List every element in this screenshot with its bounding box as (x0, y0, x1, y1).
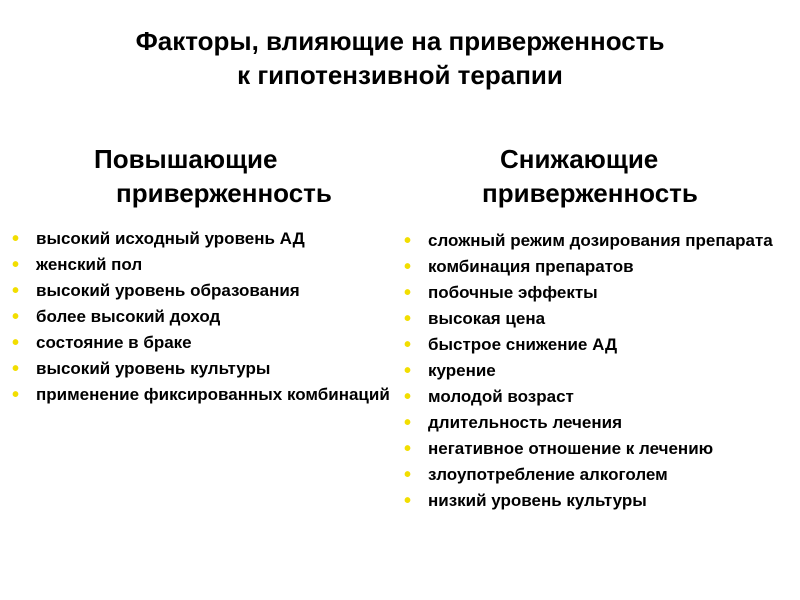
left-heading-line-2: приверженность (116, 178, 332, 208)
right-heading-line-2: приверженность (482, 178, 698, 208)
list-item: • высокий исходный уровень АД (6, 226, 391, 252)
slide-title-line-2: к гипотензивной терапии (237, 60, 563, 90)
slide-title-line-1: Факторы, влияющие на приверженность (135, 26, 665, 56)
right-heading-line-1: Снижающие (500, 144, 659, 174)
list-item: • побочные эффекты (398, 280, 778, 306)
list-item: • высокий уровень культуры (6, 356, 391, 382)
list-item: • состояние в браке (6, 330, 391, 356)
decreasing-factors-list (398, 228, 778, 514)
list-item: • высокая цена (398, 306, 778, 332)
increasing-factors-list (6, 226, 391, 408)
list-item: • более высокий доход (6, 304, 391, 330)
right-column-heading (470, 142, 780, 210)
list-item: • высокий уровень образования (6, 278, 391, 304)
list-item: • комбинация препаратов (398, 254, 778, 280)
list-item: • молодой возраст (398, 384, 778, 410)
list-item: • применение фиксированных комбинаций (6, 382, 391, 408)
left-heading-line-1: Повышающие (94, 144, 278, 174)
list-item: • женский пол (6, 252, 391, 278)
left-column-heading (90, 142, 400, 210)
list-item: • негативное отношение к лечению (398, 436, 778, 462)
list-item: • курение (398, 358, 778, 384)
list-item: • длительность лечения (398, 410, 778, 436)
list-item: • быстрое снижение АД (398, 332, 778, 358)
list-item: • низкий уровень культуры (398, 488, 778, 514)
slide-title (0, 24, 800, 92)
list-item: • сложный режим дозирования препарата (398, 228, 778, 254)
list-item: • злоупотребление алкоголем (398, 462, 778, 488)
